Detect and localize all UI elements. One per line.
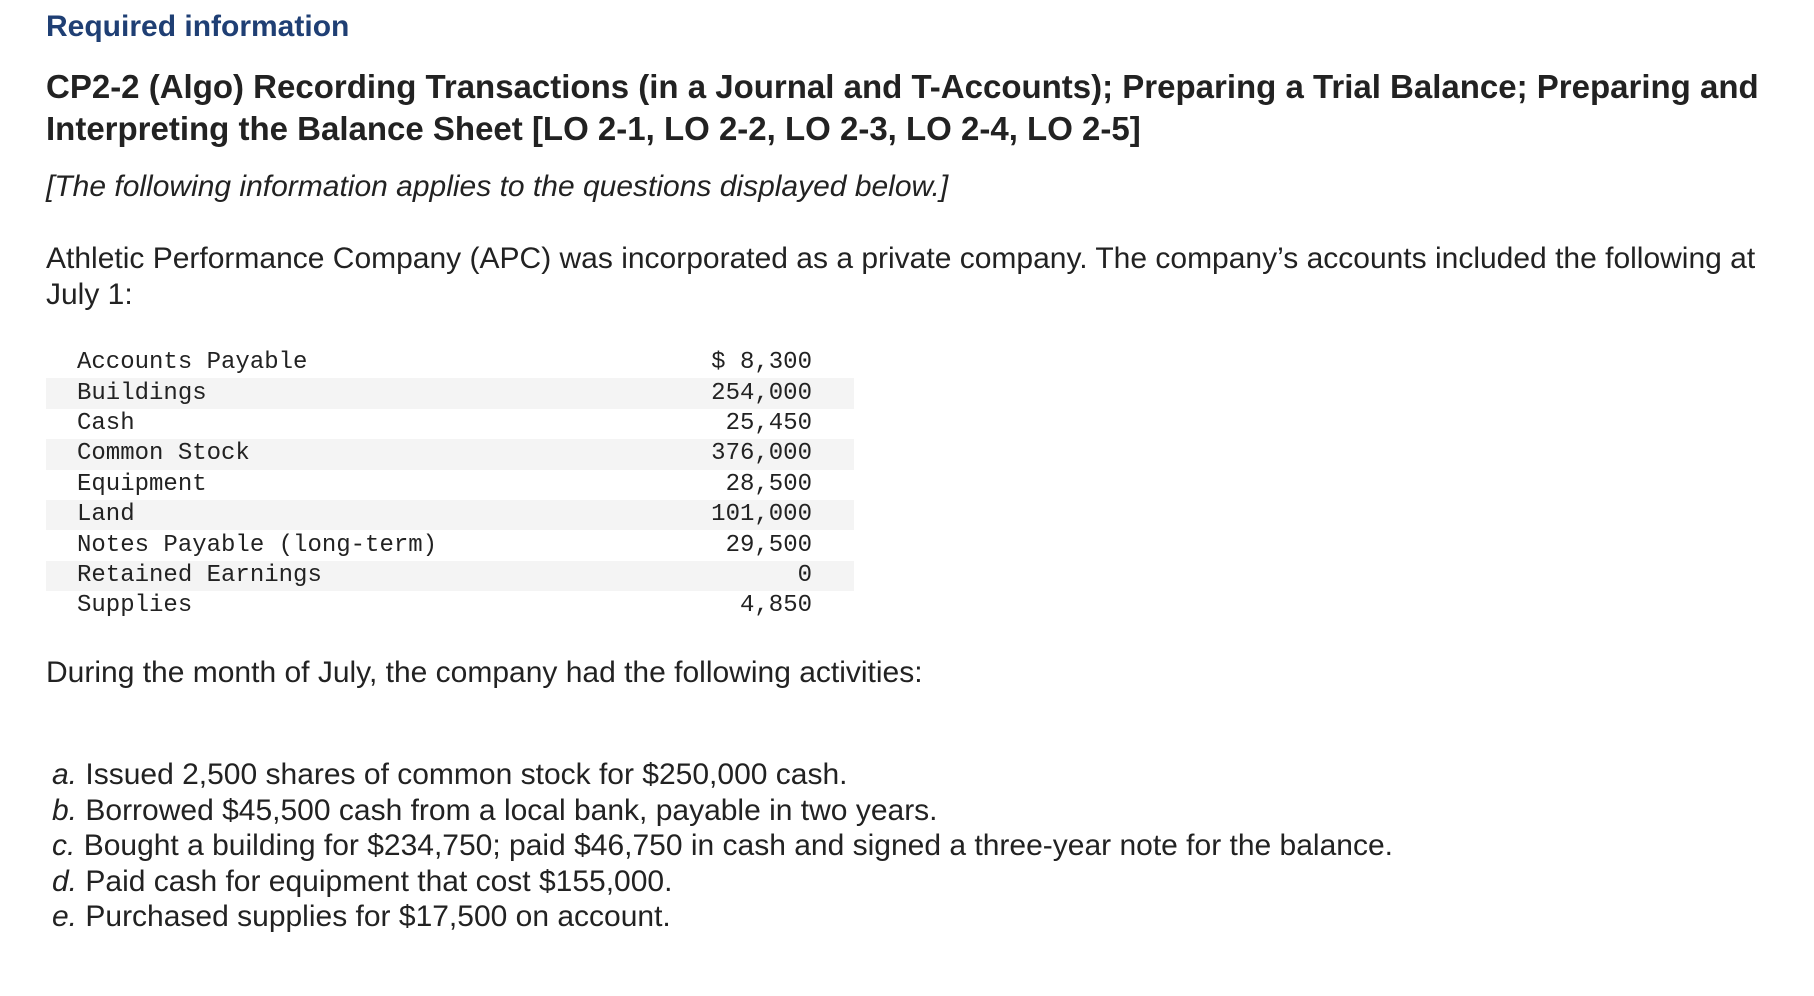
account-name: Retained Earnings	[46, 561, 638, 591]
account-name: Notes Payable (long-term)	[77, 531, 438, 559]
table-row	[46, 409, 854, 439]
list-item	[52, 899, 1393, 935]
accounts-table	[46, 348, 854, 622]
list-item	[52, 757, 1393, 793]
account-amount: 101,000	[638, 500, 854, 530]
account-amount: 376,000	[638, 439, 854, 469]
table-row	[46, 470, 854, 500]
account-amount: 0	[638, 561, 854, 591]
table-row	[46, 439, 854, 469]
item-letter: a.	[52, 758, 78, 791]
item-text: Issued 2,500 shares of common stock for $250,000 cash.	[85, 758, 848, 791]
required-information-heading: Required information	[46, 10, 350, 43]
item-letter: b.	[52, 793, 78, 827]
item-letter: d.	[52, 864, 78, 898]
account-name: Accounts Payable	[77, 349, 308, 377]
table-row	[46, 500, 854, 530]
account-amount: $ 8,300	[711, 349, 812, 377]
account-name: Equipment	[77, 470, 207, 498]
activities-list	[52, 757, 1393, 935]
problem-title: CP2-2 (Algo) Recording Transactions (in a Journal and T-Accounts); Preparing a Trial Balance; Preparing and Interpreting the Balance Sheet [LO 2-1, LO 2-2, LO 2-3, LO 2-4, LO 2-5]	[46, 68, 1759, 147]
account-name: Buildings	[46, 378, 638, 408]
account-amount: 4,850	[739, 592, 812, 620]
intro-paragraph: Athletic Performance Company (APC) was incorporated as a private company. The company’s accounts included the following at July 1:	[46, 242, 1756, 311]
table-row	[46, 348, 854, 378]
item-letter: c.	[52, 829, 76, 862]
account-name: Supplies	[77, 592, 193, 620]
item-text: Borrowed $45,500 cash from a local bank, payable in two years.	[85, 793, 938, 827]
list-item	[52, 828, 1393, 864]
item-letter: e.	[52, 900, 78, 933]
item-text: Purchased supplies for $17,500 on account.	[85, 900, 671, 933]
account-amount: 254,000	[638, 378, 854, 408]
table-row	[46, 561, 854, 591]
table-row	[46, 378, 854, 408]
account-name: Cash	[77, 409, 135, 437]
item-text: Bought a building for $234,750; paid $46,750 in cash and signed a three-year note for the balance.	[83, 829, 1393, 862]
list-item	[52, 864, 1393, 900]
account-amount: 28,500	[725, 470, 812, 498]
table-row	[46, 530, 854, 560]
account-name: Common Stock	[46, 439, 638, 469]
account-amount: 29,500	[725, 531, 812, 559]
list-item	[52, 793, 1393, 829]
activities-intro: During the month of July, the company had the following activities:	[46, 656, 923, 689]
table-row	[46, 591, 854, 621]
item-text: Paid cash for equipment that cost $155,000.	[85, 864, 673, 898]
account-name: Land	[46, 500, 638, 530]
account-amount: 25,450	[725, 409, 812, 437]
applies-note: [The following information applies to the questions displayed below.]	[46, 170, 949, 203]
